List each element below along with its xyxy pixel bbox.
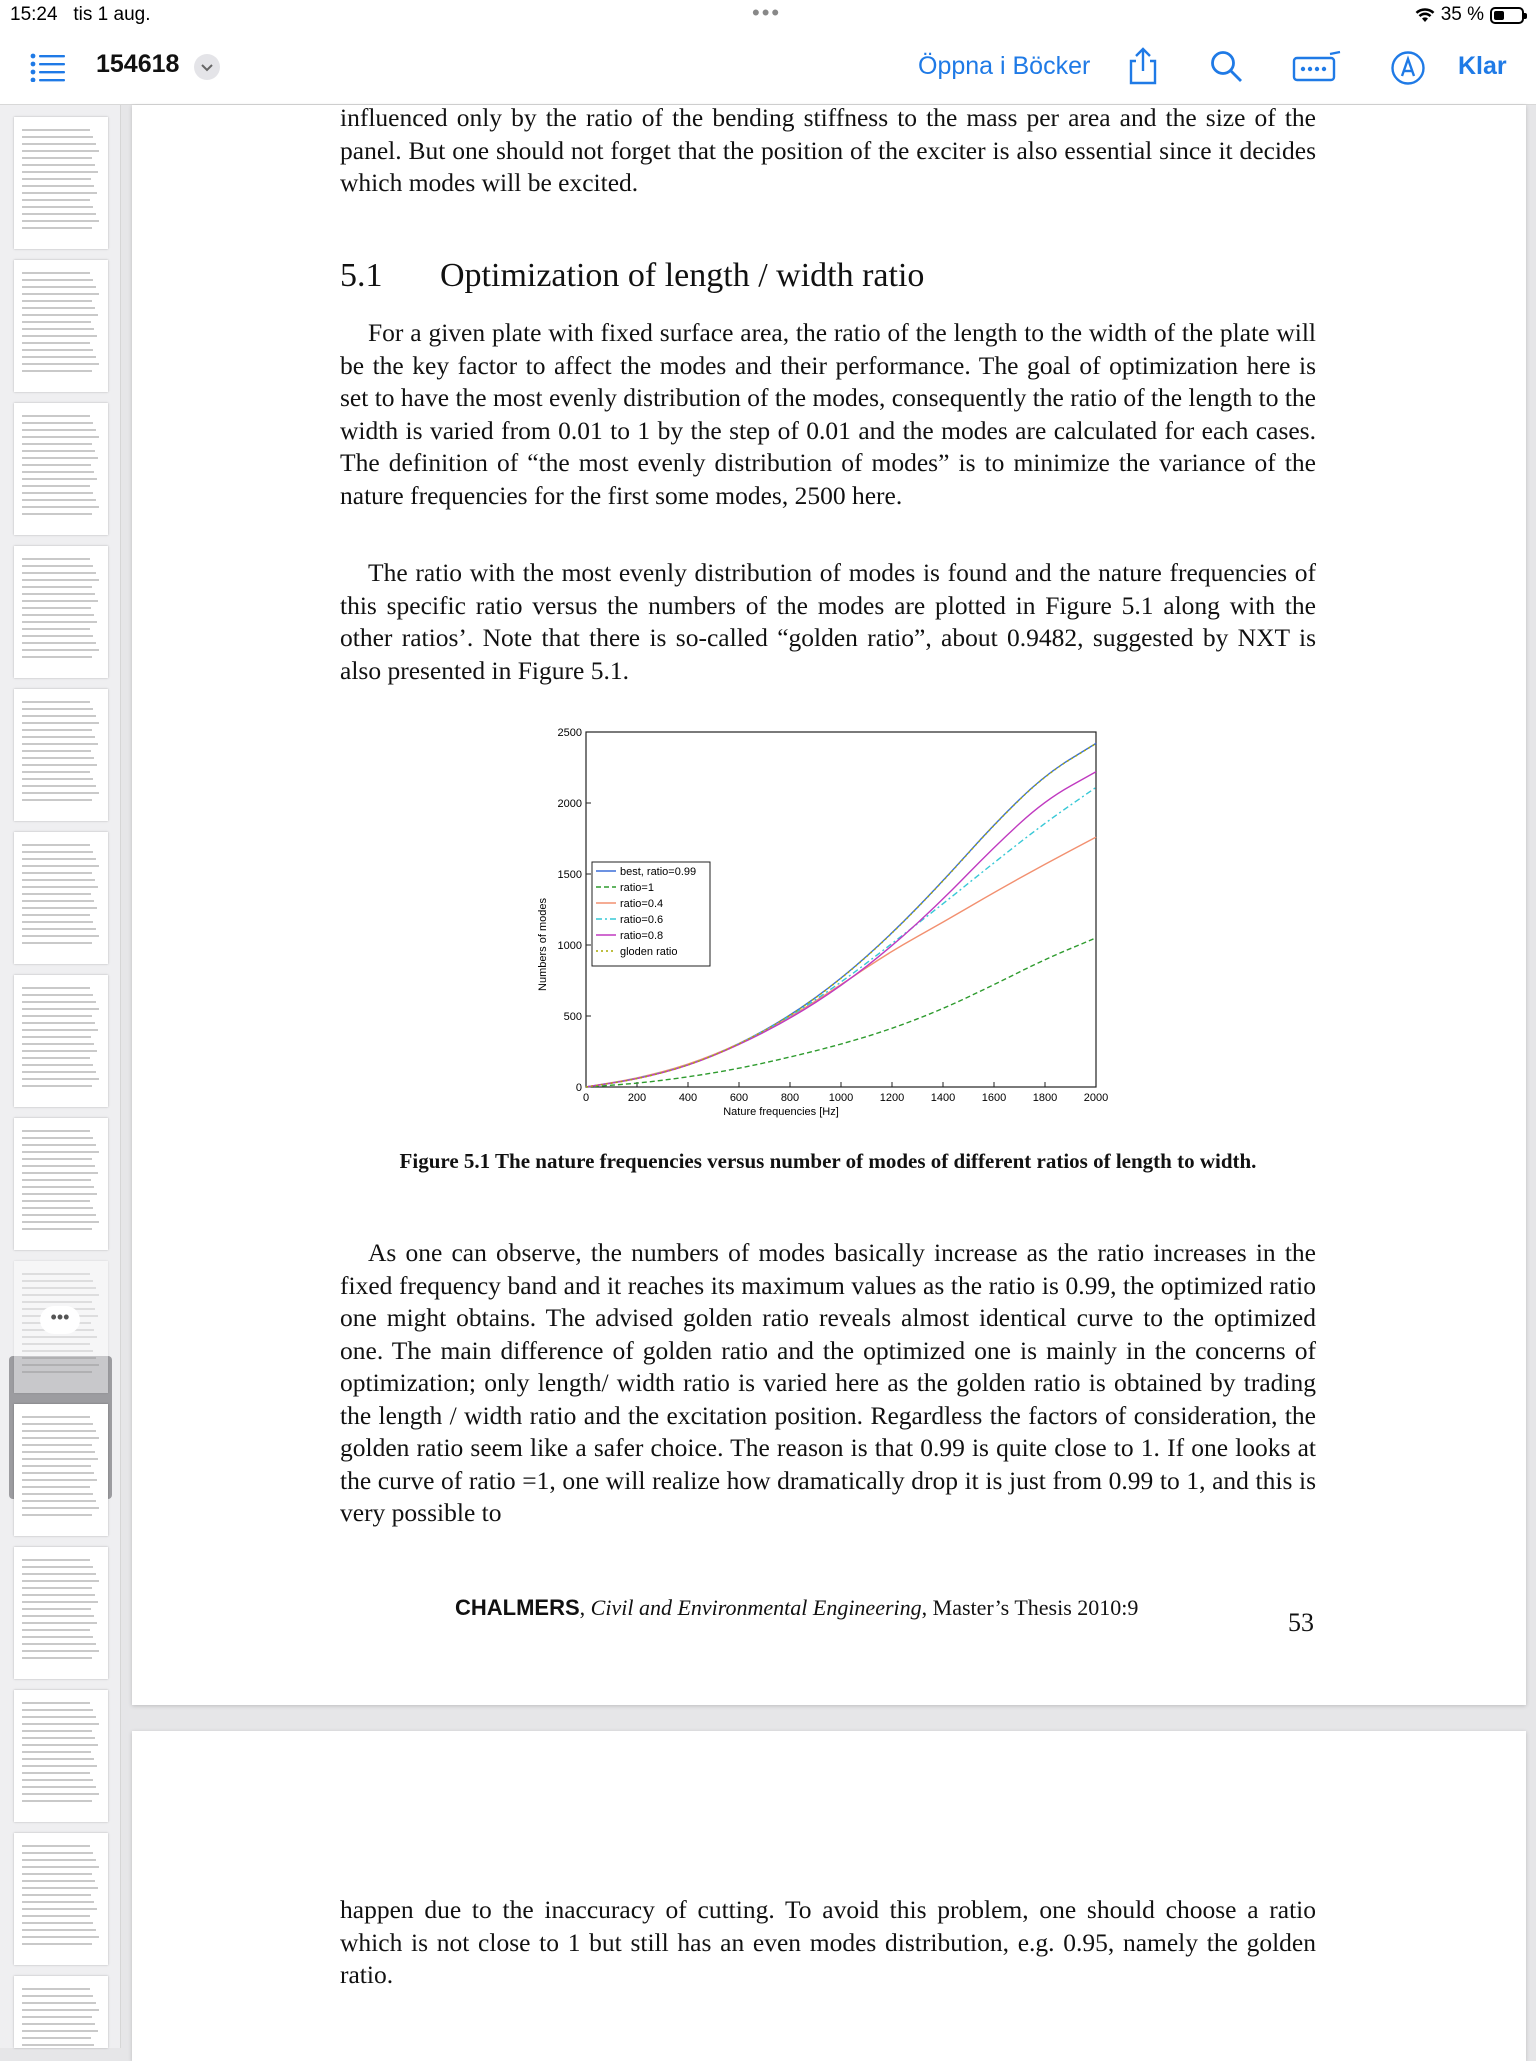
x-tick-label: 1000 [828,1092,854,1104]
y-tick-label: 2500 [557,727,582,739]
y-axis-label: Numbers of modes [537,898,549,991]
legend-entry: gloden ratio [620,946,678,958]
page-number: 53 [1288,1608,1314,1637]
page-thumbnail[interactable] [14,1404,108,1536]
page-footer: CHALMERS, Civil and Environmental Engineering, Master’s Thesis 2010:9 [455,1595,1139,1620]
list-icon[interactable] [30,52,66,82]
figure-5-1-chart [528,717,1258,1137]
footer-org: CHALMERS [455,1595,580,1620]
x-tick-label: 200 [627,1092,647,1104]
page-thumbnail[interactable] [14,689,108,821]
wifi-icon [1415,7,1435,23]
page-thumbnail[interactable] [14,403,108,535]
y-tick-label: 0 [575,1082,582,1094]
section-title: Optimization of length / width ratio [440,257,925,294]
done-button[interactable]: Klar [1458,52,1507,80]
page-thumbnail[interactable] [14,546,108,678]
status-right [1415,4,1524,26]
page-thumbnail[interactable] [14,1976,108,2048]
x-tick-label: 2000 [1083,1092,1109,1104]
paragraph-2: The ratio with the most evenly distribution of modes is found and the nature frequencies of this specific ratio versus the numbers of the modes are plotted in Figure 5.1 along with the other ratios’. Note that there is so-called “golden ratio”, about 0.9482, suggested by NXT is also presented in Figure 5.1. [340,558,1316,685]
page-thumbnail[interactable] [14,1833,108,1965]
paragraph-1: For a given plate with fixed surface area, the ratio of the length to the width of the plate will be the key factor to affect the modes and their performance. The goal of optimization here is set to have the most evenly distribution of the modes, consequently the ratio of the length to the width is varied from 0.01 to 1 by the step of 0.01 and the modes are calculated for each cases. The definition of “the most evenly distribution of modes” is to minimize the variance of the nature frequencies for the first some modes, 2500 here. [340,318,1316,510]
document-page [132,105,1526,1705]
legend-entry: ratio=1 [620,882,654,894]
x-tick-label: 1600 [981,1092,1007,1104]
figure-caption: Figure 5.1 The nature frequencies versus number of modes of different ratios of length to width. [399,1149,1257,1173]
page-thumbnail[interactable] [14,832,108,964]
page-thumbnail[interactable] [14,975,108,1107]
y-tick-label: 1500 [557,869,582,881]
markup-toolbar-icon[interactable] [1292,50,1342,84]
document-title[interactable]: 154618 [96,50,180,78]
markup-pen-icon[interactable] [1390,50,1426,86]
search-icon[interactable] [1208,48,1244,84]
legend-entry: best, ratio=0.99 [620,866,697,878]
x-axis-label: Nature frequencies [Hz] [723,1106,839,1118]
paragraph-3: As one can observe, the numbers of modes basically increase as the ratio increases in the fixed frequency band and it reaches its maximum values as the ratio is 0.99, the optimized ratio one might obtains. The advised golden ratio reveals almost identical curve to the optimized one. The main difference of golden ratio and the optimized one is mainly in the concerns of optimization; only length/ width ratio is varied here as the golden ratio is obtained by trading the length / width ratio and the excitation position. Regardless the factors of consideration, the golden ratio seem like a safer choice. The reason is that 0.99 is quite close to 1. If one looks at the curve of ratio =1, one will realize how dramatically drop it is just from 0.99 to 1, and this is very possible to [340,1238,1316,1527]
page-thumbnail[interactable] [14,117,108,249]
x-tick-label: 1800 [1032,1092,1058,1104]
status-date: tis 1 aug. [73,4,151,25]
share-icon[interactable] [1126,46,1160,86]
legend-entry: ratio=0.8 [620,930,664,942]
x-tick-label: 1400 [930,1092,956,1104]
y-tick-label: 500 [563,1011,582,1023]
section-heading [340,257,924,295]
toolbar [0,32,1536,105]
page-thumbnail[interactable] [14,1118,108,1250]
multitasking-dots-icon[interactable]: ••• [752,0,782,25]
page-thumbnail[interactable] [14,1690,108,1822]
page-thumbnail[interactable] [14,1547,108,1679]
status-bar [0,0,1536,32]
x-tick-label: 0 [582,1092,590,1104]
legend-entry: ratio=0.6 [620,914,664,926]
footer-thesis: Master’s Thesis 2010:9 [932,1595,1139,1620]
legend-entry: ratio=0.4 [620,898,664,910]
x-tick-label: 1200 [879,1092,905,1104]
page-thumbnail[interactable] [14,260,108,392]
status-time: 15:24 tis 1 aug. [10,4,151,25]
open-in-books-button[interactable]: Öppna i Böcker [918,52,1091,80]
x-tick-label: 400 [678,1092,698,1104]
page2-paragraph: happen due to the inaccuracy of cutting. To avoid this problem, one should choose a ratio which is not close to 1 but still has an even modes distribution, e.g. 0.95, namely the golden ratio. [340,1895,1316,1989]
x-tick-label: 600 [729,1092,749,1104]
battery-icon [1490,7,1524,24]
section-number: 5.1 [340,257,383,294]
battery-percent: 35 % [1440,4,1484,25]
chevron-down-icon[interactable] [194,54,220,80]
intro-paragraph: influenced only by the ratio of the bending stiffness to the mass per area and the size of the panel. But one should not forget that the position of the exciter is also essential since it decides which modes will be excited. [340,103,1316,197]
more-options-icon[interactable]: ••• [40,1306,80,1334]
x-tick-label: 800 [780,1092,800,1104]
y-tick-label: 1000 [557,940,582,952]
footer-dept: Civil and Environmental Engineering [590,1595,922,1620]
y-tick-label: 2000 [557,798,582,810]
document-page-next [132,1731,1526,2061]
